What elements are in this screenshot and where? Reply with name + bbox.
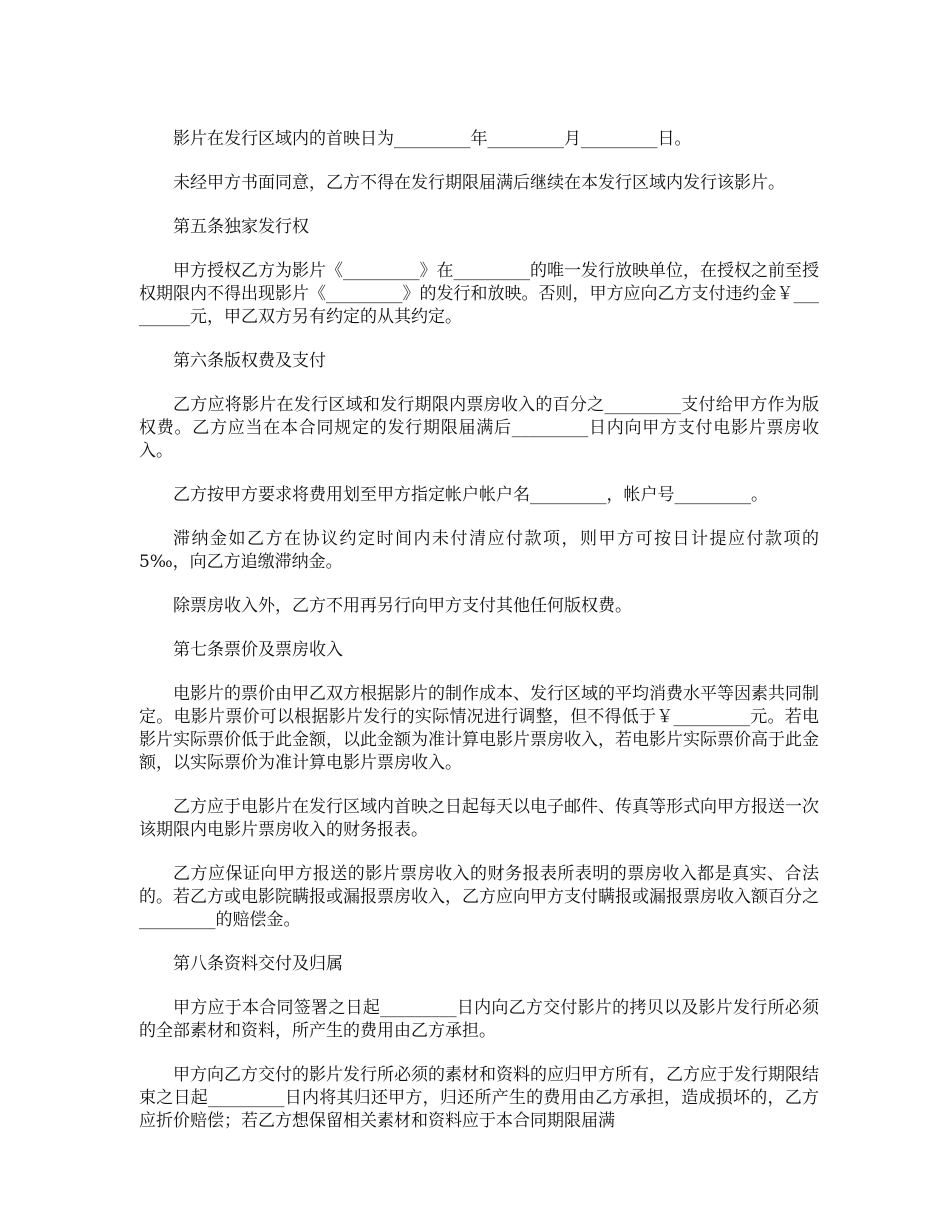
heading-article-7: 第七条票价及票房收入 xyxy=(173,640,343,660)
paragraph-material-ownership: 甲方向乙方交付的影片发行所必须的素材和资料的应归甲方所有，乙方应于发行期限结束之日起_________日内将其归还甲方，归还所产生的费用由乙方承担，造成损坏的，乙方应折价赔偿；若乙方想保留相关素材和资料应于本合同期限届满 xyxy=(139,1065,819,1131)
paragraph-account: 乙方按甲方要求将费用划至甲方指定帐户帐户名_________，帐户号_________。 xyxy=(173,485,768,505)
paragraph-ticket-price: 电影片的票价由甲乙双方根据影片的制作成本、发行区域的平均消费水平等因素共同制定。电影片票价可以根据影片发行的实际情况进行调整，但不得低于￥_________元。若电影片实际票价低于此金额，以此金额为准计算电影片票房收入，若电影片实际票价高于此金额，以实际票价为准计算电影片票房收入。 xyxy=(139,684,819,773)
heading-article-8: 第八条资料交付及归属 xyxy=(173,954,343,974)
document-page xyxy=(139,128,819,1154)
heading-article-5: 第五条独家发行权 xyxy=(173,217,309,237)
paragraph-report-truthful: 乙方应保证向甲方报送的影片票房收入的财务报表所表明的票房收入都是真实、合法的。若乙方或电影院瞒报或漏报票房收入，乙方应向甲方支付瞒报或漏报票房收入额百分之_________的赔偿金。 xyxy=(139,864,819,930)
paragraph-material-delivery: 甲方应于本合同签署之日起_________日内向乙方交付影片的拷贝以及影片发行所必须的全部素材和资料，所产生的费用由乙方承担。 xyxy=(139,998,819,1041)
paragraph-late-fee: 滞纳金如乙方在协议约定时间内未付清应付款项，则甲方可按日计提应付款项的 5‰，向乙方追缴滞纳金。 xyxy=(139,529,819,572)
paragraph-no-continue: 未经甲方书面同意，乙方不得在发行期限届满后继续在本发行区域内发行该影片。 xyxy=(173,173,785,193)
heading-article-6: 第六条版权费及支付 xyxy=(173,351,326,371)
paragraph-exclusive-right: 甲方授权乙方为影片《_________》在_________的唯一发行放映单位，在授权之前至授权期限内不得出现影片《_________》的发行和放映。否则，甲方应向乙方支付违约金￥_________元，甲乙双方另有约定的从其约定。 xyxy=(139,261,819,327)
paragraph-premiere-date: 影片在发行区域内的首映日为_________年_________月_________日。 xyxy=(173,129,692,149)
paragraph-daily-report: 乙方应于电影片在发行区域内首映之日起每天以电子邮件、传真等形式向甲方报送一次该期限内电影片票房收入的财务报表。 xyxy=(139,797,819,840)
paragraph-royalty: 乙方应将影片在发行区域和发行期限内票房收入的百分之_________支付给甲方作为版权费。乙方应当在本合同规定的发行期限届满后_________日内向甲方支付电影片票房收入。 xyxy=(139,395,819,461)
paragraph-no-other-fee: 除票房收入外，乙方不用再另行向甲方支付其他任何版权费。 xyxy=(173,596,632,616)
